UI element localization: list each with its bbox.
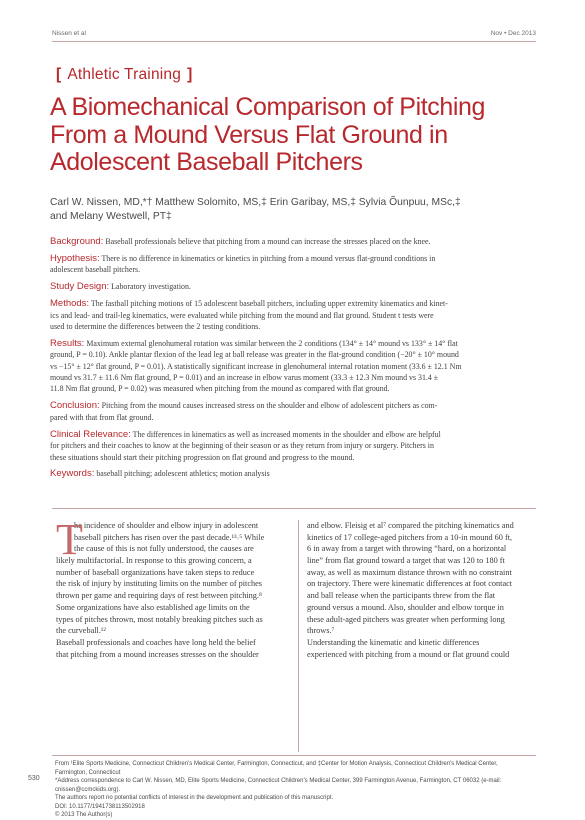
abstract-paragraph	[50, 298, 537, 332]
abstract-line	[50, 372, 537, 383]
article-title	[50, 94, 550, 177]
abstract-paragraph	[50, 236, 537, 247]
abstract-paragraph	[50, 253, 537, 276]
body-line: that pitching from a mound increases stresses on the shoulder	[56, 649, 259, 659]
footnote-line: From ¹Elite Sports Medicine, Connecticut Children’s Medical Center, Farmington, Connecticut, and ‡Center for Motion Analysis, Connecticut Children’s Medical Center,	[55, 761, 498, 767]
abstract-line	[50, 264, 537, 275]
body-line: kinetics of 17 college-aged pitchers from a 10-in mound 60 ft,	[307, 532, 513, 542]
abstract-line	[50, 349, 537, 360]
abstract-text: There is no difference in kinematics or kinetics in pitching from a mound versus flat-ground conditions in	[101, 253, 436, 263]
footnote-line: cnissen@ccmckids.org).	[55, 786, 121, 793]
abstract-text: The differences in kinematics as well as increased moments in the shoulder and elbow are helpful	[132, 429, 441, 439]
abstract-heading: Clinical Relevance:	[50, 428, 131, 440]
body-line: baseball pitchers has risen over the past decade.¹³˒⁵ While	[74, 532, 265, 542]
body-line: line” from flat ground toward a target that was 120 to 180 ft	[307, 556, 505, 566]
body-line: experienced with pitching from a mound or flat ground could	[307, 649, 510, 659]
abstract-line	[50, 383, 537, 394]
abstract-line	[50, 253, 537, 264]
abstract-heading: Results:	[50, 337, 85, 349]
abstract-heading: Keywords:	[50, 468, 95, 480]
footnotes	[55, 760, 545, 820]
abstract-text: baseball pitching; adolescent athletics; motion analysis	[96, 469, 270, 479]
body-line: types of pitches thrown, most notably breaking pitches such as	[56, 614, 263, 624]
abstract-line	[50, 452, 537, 463]
body-line: throws.⁷	[307, 626, 335, 636]
body-line: ground versus a mound. Also, shoulder and elbow torque in	[307, 602, 504, 612]
body-line: he incidence of shoulder and elbow injury in adolescent	[74, 521, 259, 530]
abstract-text: these situations should start their pitching progression on flat ground and progress to the mound.	[50, 452, 355, 462]
body-line: on trajectory. There were kinematic differences at foot contact	[307, 579, 513, 589]
abstract-text: used to determine the differences between the 2 testing conditions.	[50, 321, 261, 331]
body-line: Understanding the kinematic and kinetic differences	[307, 637, 480, 647]
title-line: From a Mound Versus Flat Ground in	[50, 120, 448, 149]
abstract-text: ground, P = 0.10). Ankle plantar flexion of the lead leg at ball release was greater in the flat-ground condition (−20° ± 10° mound	[50, 350, 459, 360]
abstract-text: pared with that from flat ground.	[50, 412, 154, 422]
abstract	[50, 236, 537, 485]
column-divider	[298, 520, 299, 752]
body-line: the cause of this is not fully understood, the causes are	[74, 544, 254, 554]
abstract-text: adolescent baseball pitchers.	[50, 265, 141, 275]
body-line: and ball release when the participants threw from the flat	[307, 591, 496, 601]
footnote-line: The authors report no potential conflicts of interest in the development and publication of this manuscript.	[55, 795, 334, 801]
author-line: and Melany Westwell, PT‡	[50, 211, 172, 222]
abstract-paragraph	[50, 468, 537, 479]
abstract-paragraph	[50, 400, 537, 423]
abstract-line	[50, 298, 537, 309]
body-line: away, as well as maximum distance thrown with no constraint	[307, 567, 512, 577]
running-head	[52, 30, 536, 42]
abstract-text: vs −15° ± 12° flat ground, P = 0.01). A statistically significant increase in glenohumeral internal rotation moment (33.6 ± 12.1 Nm	[50, 361, 462, 371]
footnote-line: *Address correspondence to Carl W. Nissen, MD, Elite Sports Medicine, Connecticut Children’s Medical Center, 399 Farmington Avenue, Farmington, CT 06032 (e-mail:	[55, 778, 502, 784]
abstract-line	[50, 236, 537, 247]
footnote-divider	[52, 755, 536, 756]
section-open-bracket: [	[56, 66, 62, 83]
body-column-left	[56, 515, 288, 660]
abstract-heading: Methods:	[50, 298, 90, 310]
author-line: Carl W. Nissen, MD,*† Matthew Solomito, MS,‡ Erin Garibay, MS,‡ Sylvia Õunpuu, MSc,‡	[50, 197, 461, 208]
running-head-issue-date: Nov • Dec 2013	[490, 30, 536, 37]
abstract-line	[50, 281, 537, 292]
abstract-line	[50, 321, 537, 332]
abstract-line	[50, 429, 537, 440]
body-line: 6 in away from a target with throwing “hard, on a horizontal	[307, 544, 507, 554]
abstract-line	[50, 468, 537, 479]
abstract-heading: Background:	[50, 236, 104, 247]
abstract-heading: Study Design:	[50, 281, 110, 293]
footnote-line: Farmington, Connecticut	[55, 769, 121, 776]
body-line: Baseball professionals and coaches have long held the belief	[56, 637, 256, 647]
body-line: these adult-aged pitchers was greater when performing long	[307, 614, 505, 624]
running-head-authors: Nissen et al	[52, 30, 86, 37]
footnote-line: © 2013 The Author(s)	[55, 812, 113, 818]
abstract-heading: Conclusion:	[50, 400, 100, 412]
abstract-line	[50, 412, 537, 423]
body-line: and elbow. Fleisig et al⁷ compared the pitching kinematics and	[307, 521, 514, 530]
abstract-text: Maximum external glenohumeral rotation was similar between the 2 conditions (134° ± 14° mound vs 133° ± 14° flat	[86, 338, 458, 348]
section-close-bracket: ]	[187, 66, 193, 83]
abstract-text: Pitching from the mound causes increased stress on the shoulder and elbow of adolescent pitchers as com-	[101, 401, 438, 411]
abstract-paragraph	[50, 429, 537, 463]
body-line: the risk of injury by instituting limits on the number of pitches	[56, 579, 263, 589]
abstract-divider	[52, 508, 536, 509]
author-list	[50, 196, 550, 224]
body-line: thrown per game and requiring days of rest between pitching.⁸	[56, 591, 262, 601]
abstract-text: Laboratory investigation.	[111, 282, 191, 292]
body-line: Some organizations have also established age limits on the	[56, 602, 250, 612]
abstract-line	[50, 310, 537, 321]
abstract-paragraph	[50, 338, 537, 395]
abstract-text: mound vs 31.7 ± 11.6 Nm flat ground, P = 0.01) and an increase in elbow varus moment (33.3 ± 12.3 Nm mound vs 31.4 ±	[50, 373, 439, 383]
abstract-text: ics and lead- and trail-leg kinematics, were evaluated while pitching from the mound and flat ground. Student t tests were	[50, 310, 434, 320]
title-line: Adolescent Baseball Pitchers	[50, 148, 363, 176]
abstract-line	[50, 400, 537, 411]
footnote-line: DOI: 10.1177/1941738113502918	[55, 803, 145, 810]
abstract-text: for pitchers and their coaches to know at the beginning of their season or as they return from injury or surgery. Pitchers in	[50, 441, 434, 451]
page-number: 530	[28, 775, 40, 782]
abstract-text: 11.8 Nm flat ground, P = 0.02) was measured when pitching from the mound as compared with flat ground.	[50, 384, 390, 394]
title-line: A Biomechanical Comparison of Pitching	[50, 93, 486, 121]
abstract-heading: Hypothesis:	[50, 252, 100, 264]
abstract-paragraph	[50, 281, 537, 292]
abstract-line	[50, 361, 537, 372]
section-label	[50, 66, 198, 84]
dropcap: T	[56, 515, 83, 564]
abstract-text: Baseball professionals believe that pitching from a mound can increase the stresses placed on the knee.	[105, 237, 431, 246]
abstract-text: The fastball pitching motions of 15 adolescent baseball pitchers, including upper extremity kinematics and kinet-	[90, 299, 448, 309]
body-column-right	[307, 520, 539, 660]
abstract-line	[50, 338, 537, 349]
abstract-line	[50, 440, 537, 451]
body-line: number of baseball organizations have taken steps to reduce	[56, 567, 255, 577]
body-line: the curveball.¹²	[56, 626, 106, 636]
body-line: likely multifactorial. In response to this growing concern, a	[56, 556, 252, 566]
section-label-text: Athletic Training	[67, 66, 182, 83]
